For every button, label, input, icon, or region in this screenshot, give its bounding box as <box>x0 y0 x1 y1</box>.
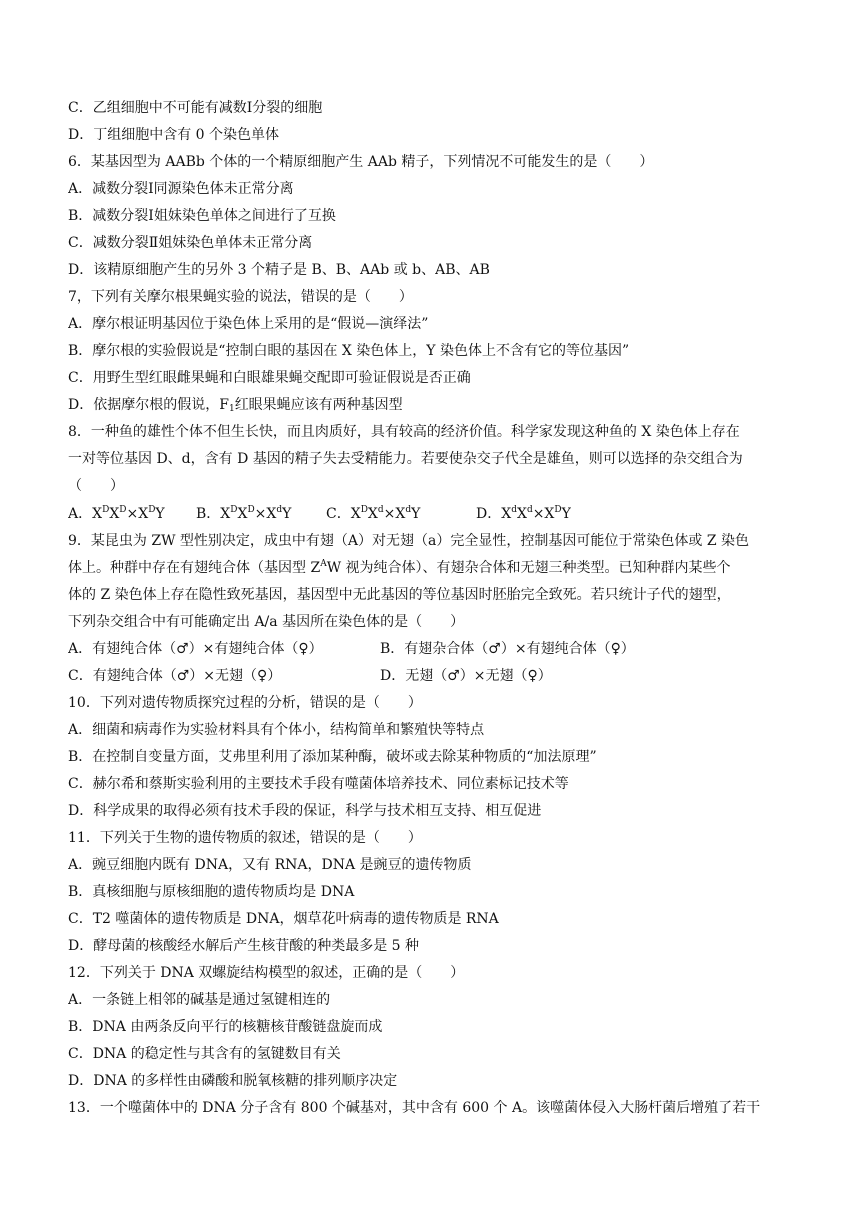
genotype-superscript: D <box>102 505 110 515</box>
q9-option-b: B．有翅杂合体（♂）×有翅纯合体（♀） <box>380 641 635 657</box>
genotype-text: Y <box>282 506 292 522</box>
q8-stem-line2: 一对等位基因 D、d，含有 D 基因的精子失去受精能力。若要使杂交子代全是雄鱼，则可以选择的杂交组合为 <box>68 451 743 467</box>
q9-stem-line1: 9．某昆虫为 ZW 型性别决定，成虫中有翅（A）对无翅（a）完全显性，控制基因可能位于常染色体或 Z 染色 <box>68 533 750 549</box>
genotype-text: ×X <box>383 506 406 522</box>
genotype-text: ×X <box>254 506 277 522</box>
q8-option-d <box>476 504 606 524</box>
q10-option-a: A．细菌和病毒作为实验材料具有个体小，结构简单和繁殖快等特点 <box>68 722 485 738</box>
q8-option-b <box>196 504 326 524</box>
genotype-text: X <box>237 506 248 522</box>
q12-stem: 12．下列关于 DNA 双螺旋结构模型的叙述，正确的是（ ） <box>68 965 465 981</box>
option-label: C． <box>326 506 351 522</box>
q6-option-a: A．减数分裂Ⅰ同源染色体未正常分离 <box>68 181 294 197</box>
q8-option-a <box>68 504 196 524</box>
genotype-text: X <box>501 506 512 522</box>
option-label: B． <box>196 506 221 522</box>
q9-option-c: C．有翅纯合体（♂）×无翅（♀） <box>68 668 282 684</box>
q11-option-b: B．真核细胞与原核细胞的遗传物质均是 DNA <box>68 884 355 900</box>
genotype-superscript: D <box>230 505 238 515</box>
q12-option-d: D．DNA 的多样性由磷酸和脱氧核糖的排列顺序决定 <box>68 1073 398 1089</box>
q7-stem: 7，下列有关摩尔根果蝇实验的说法，错误的是（ ） <box>68 289 413 305</box>
q9-stem-line2: 体上。种群中存在有翅纯合体（基因型 $Z^AW$ 视为纯合体）、有翅杂合体和无翅三种类型。已知种群内某些个 <box>68 559 731 576</box>
genotype-superscript: D <box>148 505 156 515</box>
q13-stem: 13．一个噬菌体中的 DNA 分子含有 800 个碱基对，其中含有 600 个 A。该噬菌体侵入大肠杆菌后增殖了若干 <box>68 1100 761 1116</box>
genotype-superscript: d <box>377 505 384 515</box>
q8-stem-line1: 8．一种鱼的雄性个体不但生长快，而且肉质好，具有较高的经济价值。科学家发现这种鱼的 X 染色体上存在 <box>68 424 740 440</box>
q9-option-a: A．有翅纯合体（♂）×有翅纯合体（♀） <box>68 641 323 657</box>
q11-option-a: A．豌豆细胞内既有 DNA，又有 RNA，DNA 是豌豆的遗传物质 <box>68 857 472 873</box>
q9-options-row1 <box>68 639 798 659</box>
q9-stem-line4: 下列杂交组合中有可能确定出 A/a 基因所在染色体的是（ ） <box>68 614 465 630</box>
genotype-text: X <box>516 506 527 522</box>
q10-option-d: D．科学成果的取得必须有技术手段的保证，科学与技术相互支持、相互促进 <box>68 803 542 819</box>
q10-stem: 10．下列对遗传物质探究过程的分析，错误的是（ ） <box>68 695 422 711</box>
q12-option-c: C．DNA 的稳定性与其含有的氢键数目有关 <box>68 1046 341 1062</box>
q8-stem-line3: （ ） <box>68 478 124 494</box>
q6-option-d: D．该精原细胞产生的另外 3 个精子是 B、B、AAb 或 b、AB、AB <box>68 262 490 278</box>
q7-option-a: A．摩尔根证明基因位于染色体上采用的是“假说—演绎法” <box>68 316 429 332</box>
q5-option-d: D．丁组细胞中含有 0 个染色单体 <box>68 127 280 143</box>
genotype-text: X <box>350 506 361 522</box>
option-label: A． <box>68 506 93 522</box>
q10-option-b: B．在控制自变量方面，艾弗里利用了添加某种酶，破坏或去除某种物质的“加法原理” <box>68 749 597 765</box>
q5-option-c: C．乙组细胞中不可能有减数Ⅰ分裂的细胞 <box>68 100 323 116</box>
genotype-text: X <box>367 506 378 522</box>
q6-stem: 6．某基因型为 AABb 个体的一个精原细胞产生 AAb 精子，下列情况不可能发生的是（ ） <box>68 154 654 170</box>
genotype-superscript: D <box>247 505 255 515</box>
genotype-text: Y <box>561 506 571 522</box>
genotype-superscript: d <box>511 505 517 515</box>
q9-options-row2 <box>68 666 798 686</box>
genotype-superscript: D <box>360 505 368 515</box>
genotype-superscript: D <box>119 505 127 515</box>
genotype-text: ×X <box>126 506 149 522</box>
q6-option-b: B．减数分裂Ⅰ姐妹染色单体之间进行了互换 <box>68 208 336 224</box>
q11-stem: 11．下列关于生物的遗传物质的叙述，错误的是（ ） <box>68 830 422 846</box>
genotype-superscript: D <box>554 505 562 515</box>
option-label: D． <box>476 506 502 522</box>
q11-option-c: C．T2 噬菌体的遗传物质是 DNA，烟草花叶病毒的遗传物质是 RNA <box>68 911 499 927</box>
q9-option-d: D．无翅（♂）×无翅（♀） <box>380 668 552 684</box>
q8-option-c <box>326 504 476 524</box>
q6-option-c: C．减数分裂Ⅱ姐妹染色单体未正常分离 <box>68 235 313 251</box>
q12-option-a: A．一条链上相邻的碱基是通过氢键相连的 <box>68 992 331 1008</box>
genotype-text: Y <box>155 506 165 522</box>
q7-option-d: D．依据摩尔根的假说，$F_1$红眼果蝇应该有两种基因型 <box>68 397 403 414</box>
q11-option-d: D．酵母菌的核酸经水解后产生核苷酸的种类最多是 5 种 <box>68 938 420 954</box>
q7-option-b: B．摩尔根的实验假说是“控制白眼的基因在 X 染色体上，Y 染色体上不含有它的等位基因” <box>68 343 630 359</box>
genotype-superscript: d <box>276 505 283 515</box>
genotype-text: X <box>109 506 120 522</box>
q7-option-c: C．用野生型红眼雌果蝇和白眼雄果蝇交配即可验证假说是否正确 <box>68 370 471 386</box>
genotype-superscript: d <box>526 505 533 515</box>
genotype-superscript: d <box>405 505 412 515</box>
q8-options <box>68 504 798 524</box>
genotype-text: ×X <box>532 506 555 522</box>
genotype-text: X <box>92 506 103 522</box>
q9-stem-line3: 体的 Z 染色体上存在隐性致死基因，基因型中无此基因的等位基因时胚胎完全致死。若只统计子代的翅型， <box>68 587 731 603</box>
q10-option-c: C．赫尔希和蔡斯实验利用的主要技术手段有噬菌体培养技术、同位素标记技术等 <box>68 776 569 792</box>
q12-option-b: B．DNA 由两条反向平行的核糖核苷酸链盘旋而成 <box>68 1019 383 1035</box>
genotype-text: Y <box>411 506 421 522</box>
genotype-text: X <box>220 506 231 522</box>
